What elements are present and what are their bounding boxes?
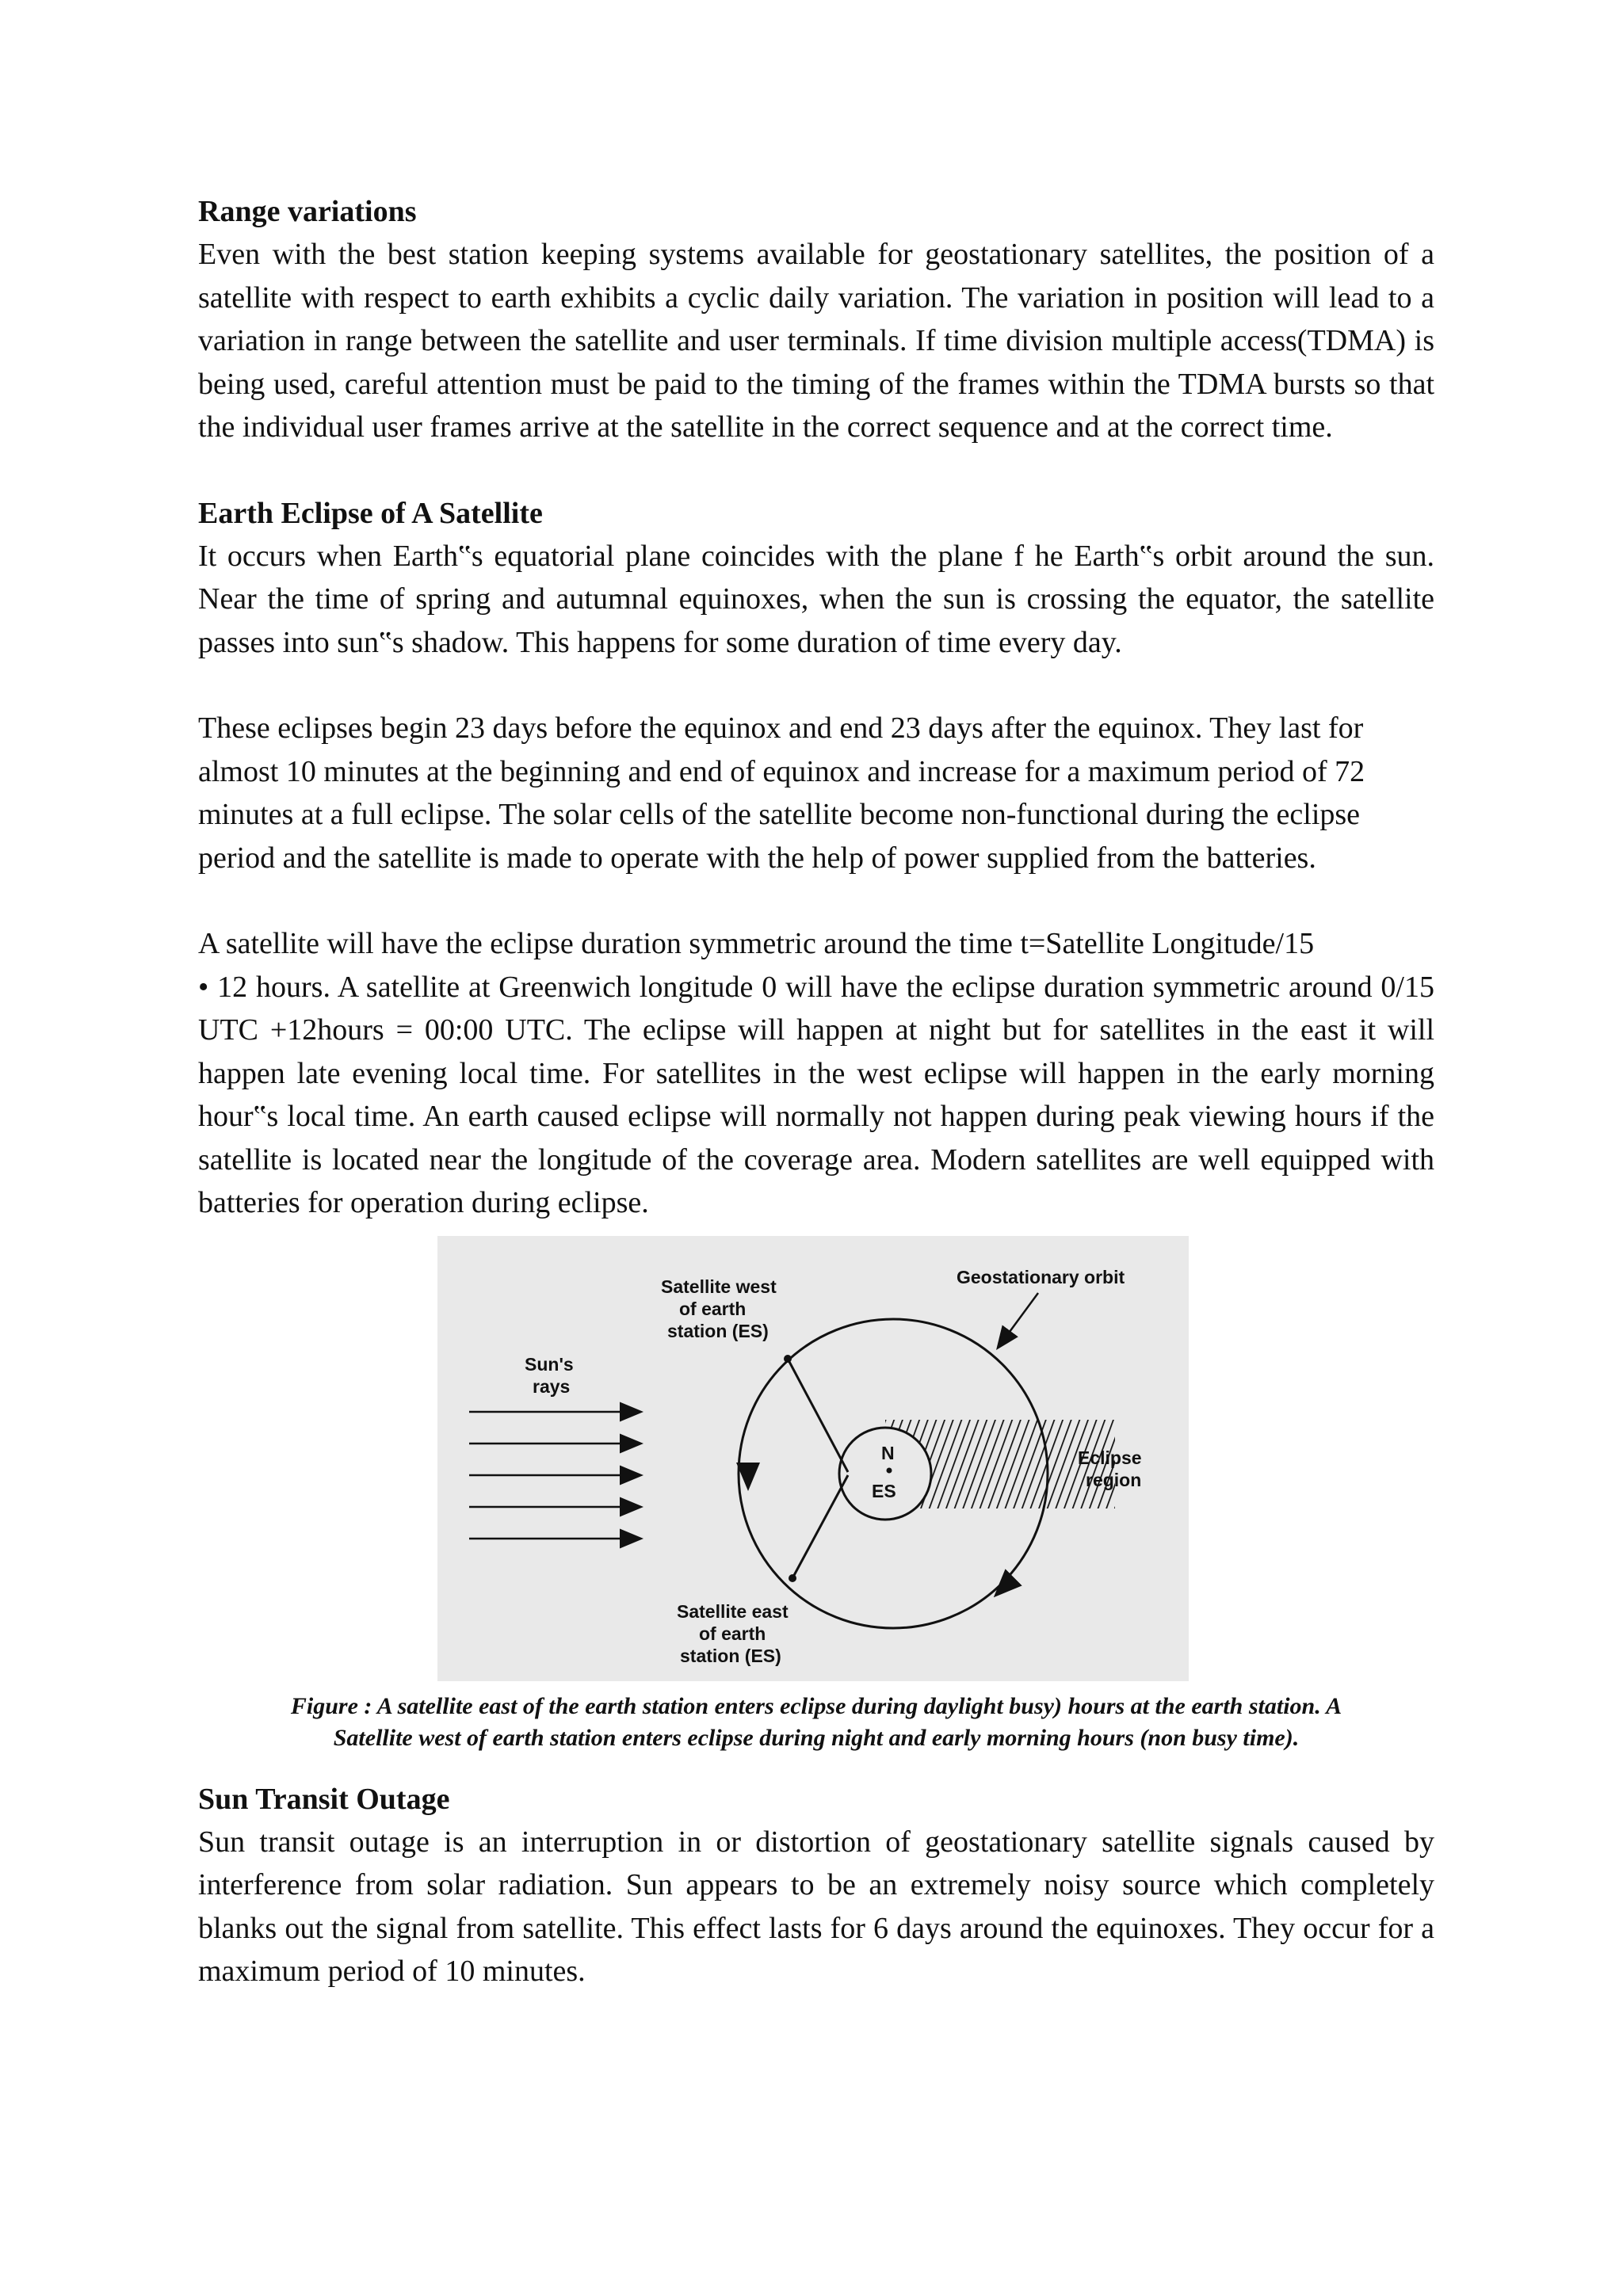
figure-caption-line-2: Satellite west of earth station enters eclipse during night and early morning hours (non busy time). <box>333 1724 1300 1751</box>
sun-rays-arrows <box>469 1412 640 1539</box>
range-variations-paragraph: Even with the best station keeping systems available for geostationary satellites, the position of a satellite with respect to earth exhibits a cyclic daily variation. The variation in position will lead to a variation in range between the satellite and user terminals. If time division multiple access(TDMA) is being used, careful attention must be paid to the timing of the frames within the TDMA bursts so that the individual user frames arrive at the satellite in the correct sequence and at the correct time. <box>198 238 1434 444</box>
satellite-west-dot <box>784 1355 792 1363</box>
satellite-west-label-1: Satellite west <box>661 1276 777 1297</box>
satellite-east-label-1: Satellite east <box>677 1600 789 1622</box>
satellite-east-label-2: of earth <box>699 1623 766 1644</box>
sun-transit-heading: Sun Transit Outage <box>198 1782 450 1816</box>
earth-eclipse-paragraph-1: It occurs when Earth‟s equatorial plane coincides with the plane f he Earth‟s orbit around the sun. Near the time of spring and autumnal equinoxes, when the sun is crossing the equator, the satellite passes into sun‟s shadow. This happens for some duration of time every day. <box>198 539 1434 659</box>
geostationary-orbit-label: Geostationary orbit <box>957 1266 1125 1287</box>
earth-eclipse-heading: Earth Eclipse of A Satellite <box>198 496 543 530</box>
eclipse-diagram-svg <box>437 1236 1189 1681</box>
earth-eclipse-paragraph-2: These eclipses begin 23 days before the equinox and end 23 days after the equinox. They last for almost 10 minutes at the beginning and end of equinox and increase for a maximum period of 72 minutes at a full eclipse. The solar cells of the satellite become non-functional during the eclipse period and the satellite is made to operate with the help of power supplied from the batteries. <box>198 711 1365 875</box>
line-to-west-satellite <box>788 1359 848 1472</box>
earth-station-label: ES <box>872 1480 896 1501</box>
earth-eclipse-paragraph-3: • 12 hours. A satellite at Greenwich longitude 0 will have the eclipse duration symmetric around 0/15 UTC +12hours = 00:00 UTC. The eclipse will happen at night but for satellites in the east it will happen late evening local time. For satellites in the west eclipse will happen in the early morning hour‟s local time. An earth caused eclipse will normally not happen during peak viewing hours if the satellite is located near the longitude of the coverage area. Modern satellites are well equipped with batteries for operation during eclipse. <box>198 970 1434 1219</box>
sun-transit-paragraph: Sun transit outage is an interruption in or distortion of geostationary satellite signals caused by interference from solar radiation. Sun appears to be an extremely noisy source which completely blanks out the signal from satellite. This effect lasts for 6 days around the equinoxes. They occur for a maximum period of 10 minutes. <box>198 1825 1434 1988</box>
eclipse-region-label-1: Eclipse <box>1078 1447 1142 1468</box>
earth-eclipse-paragraph-3-line-1: A satellite will have the eclipse duration symmetric around the time t=Satellite Longitude/15 <box>198 927 1315 960</box>
geostationary-orbit-pointer <box>999 1293 1038 1347</box>
satellite-east-label-3: station (ES) <box>680 1645 781 1666</box>
figure-caption-line-1: Figure : A satellite east of the earth station enters eclipse during daylight busy) hours at the earth station. A <box>290 1692 1342 1719</box>
satellite-west-label-2: of earth <box>679 1298 747 1319</box>
document-page <box>198 190 1434 1993</box>
satellite-west-label-3: station (ES) <box>667 1320 769 1341</box>
earth-circle <box>839 1428 931 1520</box>
north-label: N <box>881 1442 895 1463</box>
eclipse-diagram <box>437 1236 1189 1681</box>
sun-rays-label-2: rays <box>533 1375 571 1397</box>
figure-caption <box>198 1691 1434 1754</box>
eclipse-region-label-2: region <box>1086 1469 1142 1490</box>
sun-rays-label-1: Sun's <box>525 1353 574 1375</box>
earth-station-dot <box>887 1467 892 1473</box>
range-variations-heading: Range variations <box>198 195 417 228</box>
satellite-east-dot <box>789 1574 796 1582</box>
line-to-east-satellite <box>792 1475 848 1578</box>
